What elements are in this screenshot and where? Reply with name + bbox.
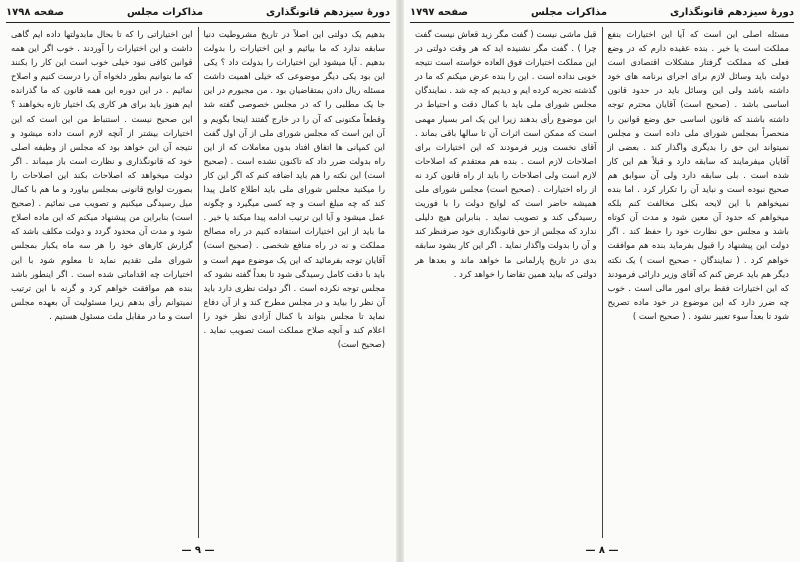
left-page xyxy=(0,0,396,562)
left-page-header xyxy=(6,4,390,20)
left-page-number: صفحه ۱۷۹۸ xyxy=(6,6,65,18)
left-section-title: مذاکرات مجلس xyxy=(127,6,204,18)
right-page-number: صفحه ۱۷۹۷ xyxy=(410,6,469,18)
left-session-title: دورهٔ سیزدهم قانونگذاری xyxy=(265,6,390,18)
left-column-text-1: این اختیاراتی را که تا بحال مابدولتها داده ایم گاهی داشت و این اختیارات را آوردند . خوب اگر این همه قوانین کافی نبود خیلی خوب است این کار را بکنند که ما بتوانیم بطور دلخواه آن را درست کنیم و اصلاح نمائیم . در این دوره این همه قانون که ما گذرانده ایم هنوز باید برای هر کاری یک اختیار تازه بخواهند ؟ این صحیح نیست . استنباط من این است که این اختیارات بیشتر از آنچه لازم است داده میشود و نتیجه آن این خواهد بود که مجلس از وظیفه اصلی خود که قانونگذاری و نظارت است باز میماند . اگر دولت میخواهد که اصلاحات بکند این اصلاحات را بصورت لوایح قانونی بمجلس بیاورد و ما هم با کمال میل رسیدگی میکنیم و تصویب می نمائیم . (صحیح است) بنابراین من پیشنهاد میکنم که این ماده اصلاح شود و مدت آن محدود گردد و دولت مکلف باشد که گزارش کارهای خود را هر سه ماه یکبار بمجلس شورای ملی تقدیم نماید تا معلوم شود با این اختیارات چه اقداماتی شده است . اگر اینطور باشد بنده هم موافقت خواهم کرد و گرنه با این ترتیب نمیتوانم رأی بدهم زیرا مسئولیت آن بعهده مجلس است و ما در مقابل ملت مسئول هستیم . xyxy=(11,29,193,321)
left-header-rule xyxy=(6,22,390,23)
right-session-title: دورهٔ سیزدهم قانونگذاری xyxy=(669,6,794,18)
book-gutter xyxy=(396,0,404,562)
right-page-left-column xyxy=(410,27,602,538)
right-column-text-1: مسئله اصلی این است که آیا این اختیارات بنفع مملکت است یا خیر . بنده عقیده دارم که در وضع فعلی که مملکت گرفتار مشکلات اقتصادی است دولت باید وسائل لازم برای اجرای برنامه های خود داشته باشد ولی این وسائل باید در حدود قانون اساسی باشد . (صحیح است) آقایان محترم توجه داشته باشند که قانون اساسی حق وضع قوانین را منحصراً بمجلس شورای ملی داده است و مجلس نمیتواند این حق را بدیگری واگذار کند . بعضی از آقایان میفرمایند که سابقه دارد و قبلاً هم این کار شده است . بلی سابقه دارد ولی آن سوابق هم صحیح نبوده است و نباید آن را تکرار کرد . اما بنده نمیخواهم با این لایحه بکلی مخالفت کنم بلکه میخواهم که حدود آن معین شود و مدت آن کوتاه باشد و مجلس حق نظارت خود را حفظ کند . اگر دولت این پیشنهاد را قبول بفرماید بنده هم موافقت خواهم کرد . ( نمایندگان - صحیح است ) یک نکته دیگر هم باید عرض کنم که آقای وزیر دارائی فرمودند که این اختیارات فقط برای امور مالی است . خوب چه ضرر دارد که این موضوع در خود ماده تصریح شود تا بعداً سوء تعبیر نشود . ( صحیح است ) xyxy=(607,29,789,321)
right-page-right-column xyxy=(603,27,795,538)
left-page-footer: — ۹ — xyxy=(181,545,215,556)
left-page-right-column xyxy=(199,27,391,538)
right-column-text-0: قبل ماشی نیست ( گفت مگر زید قعاش نیست گفت چرا ) . گفت مگر نشنیده اید که هر وقت دولتی در این مملکت اختیارات فوق العاده خواسته است نتیجه خوبی نداده است . این را بنده عرض میکنم که ما در گذشته تجربه کرده ایم و دیدیم که چه شد . نمایندگان مجلس شورای ملی باید با کمال دقت و احتیاط در این موضوع رأی بدهند زیرا این یک امر بسیار مهمی است که ممکن است اثرات آن تا سالها باقی بماند . آقای نخست وزیر فرمودند که این اختیارات برای اصلاحات لازم است . بنده هم معتقدم که اصلاحات لازم است ولی اصلاحات را باید از راه قانون کرد نه از راه اختیارات . (صحیح است) مجلس شورای ملی همیشه حاضر است که لوایح دولت را با فوریت رسیدگی کند و تصویب نماید . بنابراین هیچ دلیلی ندارد که مجلس از حق قانونگذاری خود صرفنظر کند و آن را بدولت واگذار نماید . اگر این کار بشود سابقه بدی در تاریخ پارلمانی ما خواهد ماند و بعدها هر دولتی که بیاید همین تقاضا را خواهد کرد . xyxy=(415,29,597,279)
right-columns xyxy=(410,27,794,538)
left-page-left-column xyxy=(6,27,198,538)
right-page-header xyxy=(410,4,794,20)
right-page-footer: — ۸ — xyxy=(585,545,619,556)
right-section-title: مذاکرات مجلس xyxy=(531,6,608,18)
right-page xyxy=(404,0,800,562)
right-header-rule xyxy=(410,22,794,23)
left-column-text-0: بدهیم یک دولتی این اصلاً در تاریخ مشروطیت دنیا سابقه ندارد که ما بیائیم و این اختیارات را بدولت بدهیم . آیا میشود این اختیارات را بدولت داد ؟ یکی این بود یکی دیگر موضوعی که خیلی اهمیت داشت مسئله ربال دادن بمتقاضیان بود . من مجبورم در این جا یک مطلبی را که در مجلس خصوصی گفته شد وقطعاً مکنونی که آن را در خارج گفتند اینجا بگویم و آن این است که مجلس شورای ملی از آن اول گفت این کمپانی ها اتفاق افتاد بدون معاملات که از این راه بدولت ضرر داد که تاکنون نشده است . (صحیح است) این نکته را هم باید اضافه کنم که اگر این کار را میکنید مجلس شورای ملی باید اطلاع کامل پیدا کند که چه مبلغ است و چه کسی میگیرد و چگونه عمل میشود و آیا این ترتیب ادامه پیدا میکند یا خیر . ما باید از این اختیارات استفاده کنیم در راه مصالح مملکت و نه در راه منافع شخصی . (صحیح است) آقایان توجه بفرمائید که این یک موضوع مهم است و باید با دقت کامل رسیدگی شود تا بعداً گفته نشود که مجلس توجه نکرده است . اگر دولت نظری دارد باید آن نظر را بیاید و در مجلس مطرح کند و از آن دفاع نماید تا مجلس بتواند با کمال آزادی نظر خود را اعلام کند و آنچه صلاح مملکت است تصویب نماید . (صحیح است) xyxy=(203,29,385,350)
left-columns xyxy=(6,27,390,538)
